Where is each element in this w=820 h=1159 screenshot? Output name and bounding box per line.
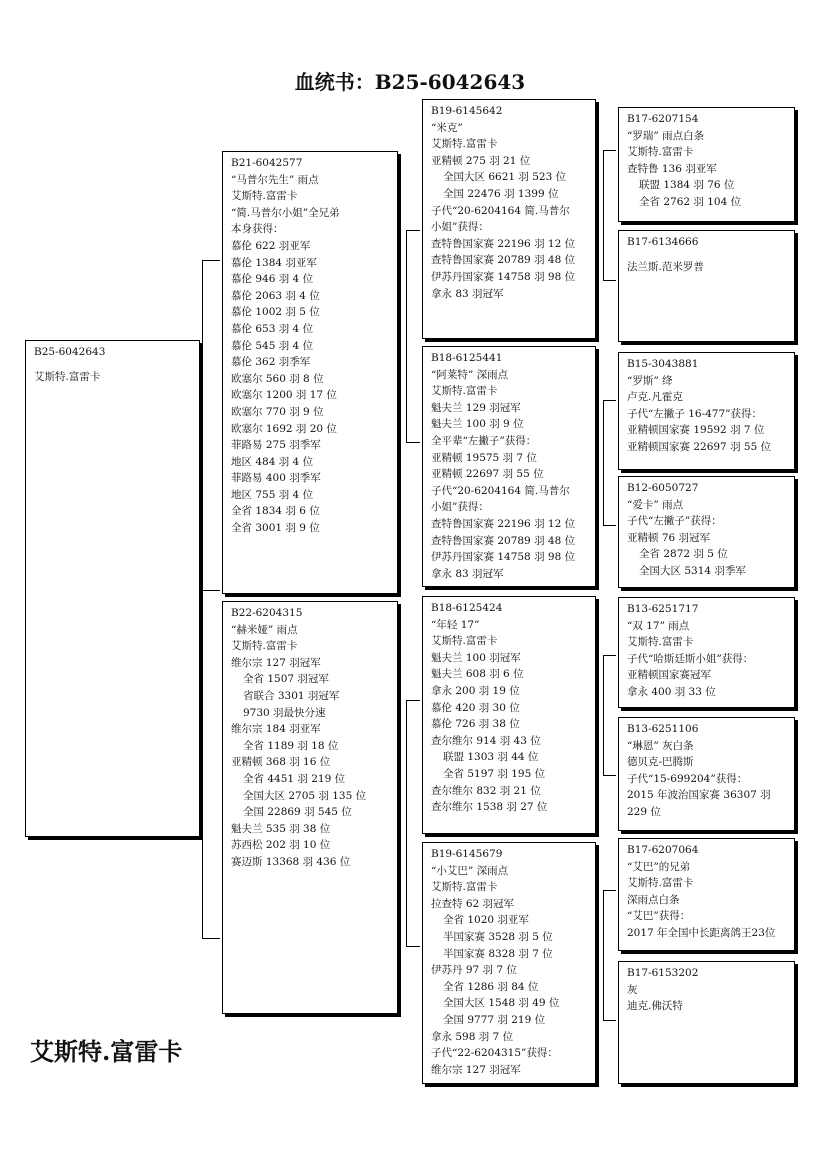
pedigree-line: “米克” <box>431 121 463 134</box>
pedigree-line: “爱卡” 雨点 <box>627 498 684 511</box>
pedigree-line: 全国大区 6621 羽 523 位 <box>443 171 567 184</box>
ring-number: B25-6042643 <box>34 346 106 358</box>
pedigree-line: 欧塞尔 770 羽 9 位 <box>231 405 324 418</box>
pedigree-line: 小姐”获得： <box>431 501 489 514</box>
pedigree-line: 伊苏丹国家赛 14758 羽 98 位 <box>431 551 576 564</box>
pedigree-line: 慕伦 1002 羽 5 位 <box>231 306 320 319</box>
pedigree-line: 全省 1507 羽冠军 <box>243 673 329 686</box>
pedigree-line: 欧塞尔 1200 羽 17 位 <box>231 389 337 402</box>
pedigree-line: 维尔宗 184 羽亚军 <box>231 723 321 736</box>
pedigree-line: 查特鲁 136 羽亚军 <box>627 162 717 175</box>
pedigree-box-sire-sire <box>422 99 596 339</box>
pedigree-line: 全国 22476 羽 1399 位 <box>443 187 559 200</box>
pedigree-line: 慕伦 420 羽 30 位 <box>431 701 520 714</box>
pedigree-box-dam <box>222 601 398 1014</box>
pedigree-line: 伊苏丹国家赛 14758 羽 98 位 <box>431 270 576 283</box>
pedigree-line: 苏西松 202 羽 10 位 <box>231 839 331 852</box>
pedigree-line: 子代“左撇子”获得： <box>627 515 722 528</box>
connector-line <box>603 1020 616 1021</box>
ring-number: B18-6125441 <box>431 352 503 364</box>
pedigree-line: 艾斯特.富雷卡 <box>431 635 498 648</box>
ring-number: B13-6251717 <box>627 603 699 615</box>
pedigree-line: 慕伦 362 羽季军 <box>231 356 311 369</box>
pedigree-line: 全国大区 2705 羽 135 位 <box>243 789 367 802</box>
pedigree-line: 欧塞尔 1692 羽 20 位 <box>231 422 337 435</box>
pedigree-line: 子代“20-6204164 简.马普尔 <box>431 484 570 497</box>
pedigree-line: 全省 2872 羽 5 位 <box>639 548 728 561</box>
pedigree-line: 229 位 <box>627 805 661 818</box>
pedigree-line: 迪克.佛沃特 <box>627 1000 683 1013</box>
pedigree-line: 全省 1834 羽 6 位 <box>231 505 320 518</box>
pedigree-line: 拿永 200 羽 19 位 <box>431 684 520 697</box>
pedigree-box-dds <box>618 838 795 951</box>
pedigree-line: 全省 5197 羽 195 位 <box>443 767 546 780</box>
ring-number: B19-6145642 <box>431 105 503 117</box>
connector-line <box>406 946 420 947</box>
pedigree-line: “马普尔先生” 雨点 <box>231 173 319 186</box>
connector-line <box>406 442 420 443</box>
pedigree-line: 本身获得： <box>231 223 284 236</box>
pedigree-line: 亚精顿国家赛 22697 羽 55 位 <box>627 440 772 453</box>
pedigree-box-dsd <box>618 717 795 831</box>
pedigree-line: 艾斯特.富雷卡 <box>627 636 694 649</box>
pedigree-line: 拿永 598 羽 7 位 <box>431 1030 514 1043</box>
pedigree-line: 艾斯特.富雷卡 <box>431 385 498 398</box>
ring-number: B22-6204315 <box>231 607 303 619</box>
pedigree-line: 艾斯特.富雷卡 <box>627 877 694 890</box>
pedigree-line: “年轻 17” <box>431 618 480 631</box>
pedigree-line: 魁夫兰 100 羽冠军 <box>431 651 521 664</box>
pedigree-line: 全国 22869 羽 545 位 <box>243 806 352 819</box>
ring-number: B19-6145679 <box>431 848 503 860</box>
pedigree-line: 查特鲁国家赛 20789 羽 48 位 <box>431 254 576 267</box>
pedigree-line: 灰 <box>627 983 638 996</box>
pedigree-line: 亚精顿 22697 羽 55 位 <box>431 468 544 481</box>
pedigree-line: 欧塞尔 560 羽 8 位 <box>231 372 324 385</box>
pedigree-line: “罗瑞” 雨点白条 <box>627 129 705 142</box>
pedigree-line: 慕伦 946 羽 4 位 <box>231 273 314 286</box>
pedigree-line: 慕伦 545 羽 4 位 <box>231 339 314 352</box>
pedigree-line: 小姐”获得： <box>431 221 489 234</box>
page-title: 血统书：B25-6042643 <box>294 70 526 94</box>
pedigree-line: 拿永 400 羽 33 位 <box>627 685 716 698</box>
pedigree-box-subject <box>25 340 200 837</box>
pedigree-line: 菲路易 275 羽季军 <box>231 439 321 452</box>
connector-line <box>603 655 604 775</box>
pedigree-line: 艾斯特.富雷卡 <box>431 138 498 151</box>
connector-line <box>603 150 616 151</box>
pedigree-line: 艾斯特.富雷卡 <box>231 640 298 653</box>
pedigree-line: 全省 1020 羽亚军 <box>443 914 529 927</box>
pedigree-line: 子代“15-699204”获得： <box>627 772 748 785</box>
pedigree-line: 全国大区 5314 羽季军 <box>639 564 746 577</box>
pedigree-line: 亚精顿国家赛冠军 <box>627 669 711 682</box>
pedigree-line: 子代“哈斯廷斯小姐”获得： <box>627 652 754 665</box>
pedigree-line: 慕伦 2063 羽 4 位 <box>231 289 320 302</box>
pedigree-line: 德贝克-巴腾斯 <box>627 756 694 769</box>
pedigree-line: “小艾巴” 深雨点 <box>431 864 509 877</box>
pedigree-line: 全国 9777 羽 219 位 <box>443 1013 546 1026</box>
connector-line <box>603 280 616 281</box>
connector-line <box>406 230 407 442</box>
pedigree-line: “艾巴”获得： <box>627 910 691 923</box>
pedigree-line: 伊苏丹 97 羽 7 位 <box>431 964 517 977</box>
ring-number: B18-6125424 <box>431 602 503 614</box>
pedigree-box-ddd <box>618 961 795 1084</box>
pedigree-line: 拿永 83 羽冠军 <box>431 567 504 580</box>
pedigree-line: 亚精顿 19575 羽 7 位 <box>431 451 537 464</box>
pedigree-line: 卢克.凡霍克 <box>627 391 683 404</box>
pedigree-line: 子代“22-6204315”获得： <box>431 1047 558 1060</box>
ring-number: B21-6042577 <box>231 157 303 169</box>
ring-number: B12-6050727 <box>627 482 699 494</box>
connector-line <box>406 700 420 701</box>
ring-number: B17-6134666 <box>627 236 699 248</box>
pedigree-line: 慕伦 1384 羽亚军 <box>231 256 317 269</box>
pedigree-line: 菲路易 400 羽季军 <box>231 472 321 485</box>
pedigree-line: 联盟 1384 羽 76 位 <box>639 179 735 192</box>
pedigree-line: 维尔宗 127 羽冠军 <box>431 1063 521 1076</box>
pedigree-box-dam-sire <box>422 596 596 834</box>
connector-line <box>406 700 407 946</box>
pedigree-line: 子代“左撇子 16-477”获得： <box>627 407 763 420</box>
pedigree-line: 亚精顿 76 羽冠军 <box>627 531 711 544</box>
pedigree-line: 拉查特 62 羽冠军 <box>431 897 515 910</box>
pedigree-line: 查尔维尔 914 羽 43 位 <box>431 734 541 747</box>
pedigree-line: 查特鲁国家赛 22196 羽 12 位 <box>431 517 576 530</box>
pedigree-line: 2017 年全国中长距离鸽王23位 <box>627 926 776 939</box>
pedigree-line: 查尔维尔 1538 羽 27 位 <box>431 801 548 814</box>
pedigree-line: 艾斯特.富雷卡 <box>34 370 101 383</box>
pedigree-line: 子代“20-6204164 简.马普尔 <box>431 204 570 217</box>
pedigree-line: 慕伦 653 羽 4 位 <box>231 322 314 335</box>
pedigree-line: “赫米娅” 雨点 <box>231 623 298 636</box>
connector-line <box>603 150 604 280</box>
pedigree-line: 全省 2762 羽 104 位 <box>639 195 742 208</box>
pedigree-line: “罗斯” 绛 <box>627 374 673 387</box>
pedigree-box-ssd <box>618 230 795 342</box>
pedigree-line: 查特鲁国家赛 22196 羽 12 位 <box>431 237 576 250</box>
pedigree-line: 查尔维尔 832 羽 21 位 <box>431 784 541 797</box>
connector-line <box>202 260 203 938</box>
connector-line <box>603 400 616 401</box>
pedigree-line: “艾巴”的兄弟 <box>627 860 691 873</box>
pedigree-line: 查特鲁国家赛 20789 羽 48 位 <box>431 534 576 547</box>
pedigree-line: 魁夫兰 608 羽 6 位 <box>431 668 524 681</box>
pedigree-line: 半国家赛 8328 羽 7 位 <box>443 947 553 960</box>
pedigree-line: 魁夫兰 535 羽 38 位 <box>231 822 331 835</box>
pedigree-line: 亚精顿 275 羽 21 位 <box>431 154 531 167</box>
pedigree-line: “阿莱特” 深雨点 <box>431 368 509 381</box>
pedigree-line: 亚精顿 368 羽 16 位 <box>231 756 331 769</box>
pedigree-line: 9730 羽最快分速 <box>243 706 326 719</box>
pigeon-name-footer: 艾斯特.富雷卡 <box>30 1037 183 1066</box>
connector-line <box>202 938 220 939</box>
pedigree-line: 全省 3001 羽 9 位 <box>231 522 320 535</box>
pedigree-line: 全省 1189 羽 18 位 <box>243 739 339 752</box>
ring-number: B17-6207064 <box>627 844 699 856</box>
connector-line <box>603 775 616 776</box>
pedigree-line: 艾斯特.富雷卡 <box>231 190 298 203</box>
pedigree-box-sire <box>222 151 398 594</box>
pedigree-line: 全国大区 1548 羽 49 位 <box>443 997 560 1010</box>
pedigree-line: “琳恩” 灰白条 <box>627 739 694 752</box>
pedigree-line: 联盟 1303 羽 44 位 <box>443 751 539 764</box>
pedigree-line: 魁夫兰 100 羽 9 位 <box>431 418 524 431</box>
pedigree-line: 艾斯特.富雷卡 <box>627 146 694 159</box>
ring-number: B17-6153202 <box>627 967 699 979</box>
connector-line <box>603 655 616 656</box>
pedigree-box-sds <box>618 352 795 470</box>
connector-line <box>202 260 220 261</box>
pedigree-line: 法兰斯.范米罗普 <box>627 260 704 273</box>
pedigree-line: 亚精顿国家赛 19592 羽 7 位 <box>627 424 765 437</box>
pedigree-line: “简.马普尔小姐”全兄弟 <box>231 206 340 219</box>
pedigree-line: 魁夫兰 129 羽冠军 <box>431 401 521 414</box>
pedigree-line: 全省 1286 羽 84 位 <box>443 980 539 993</box>
pedigree-line: 省联合 3301 羽冠军 <box>243 689 340 702</box>
pedigree-line: 赛迈斯 13368 羽 436 位 <box>231 855 351 868</box>
pedigree-line: 全平辈“左撇子”获得： <box>431 434 537 447</box>
connector-line <box>603 400 604 525</box>
connector-line <box>603 525 616 526</box>
pedigree-line: 艾斯特.富雷卡 <box>431 881 498 894</box>
ring-number: B13-6251106 <box>627 723 699 735</box>
pedigree-box-dss <box>618 597 795 708</box>
pedigree-line: 慕伦 622 羽亚军 <box>231 239 311 252</box>
pedigree-line: 2015 年波治国家赛 36307 羽 <box>627 789 771 802</box>
connector-line <box>603 890 616 891</box>
pedigree-line: 拿永 83 羽冠军 <box>431 287 504 300</box>
pedigree-line: 地区 755 羽 4 位 <box>231 488 314 501</box>
pedigree-box-sss <box>618 107 795 222</box>
connector-line <box>202 590 220 591</box>
pedigree-line: 慕伦 726 羽 38 位 <box>431 718 520 731</box>
pedigree-line: 深雨点白条 <box>627 893 680 906</box>
pedigree-line: 半国家赛 3528 羽 5 位 <box>443 930 553 943</box>
pedigree-line: 地区 484 羽 4 位 <box>231 455 314 468</box>
pedigree-line: “双 17” 雨点 <box>627 619 690 632</box>
pedigree-box-dam-dam <box>422 842 596 1084</box>
pedigree-line: 维尔宗 127 羽冠军 <box>231 656 321 669</box>
connector-line <box>603 890 604 1020</box>
ring-number: B15-3043881 <box>627 358 699 370</box>
pedigree-box-sire-dam <box>422 346 596 587</box>
pedigree-box-sdd <box>618 476 795 588</box>
pedigree-line: 全省 4451 羽 219 位 <box>243 772 346 785</box>
ring-number: B17-6207154 <box>627 113 699 125</box>
connector-line <box>406 230 420 231</box>
